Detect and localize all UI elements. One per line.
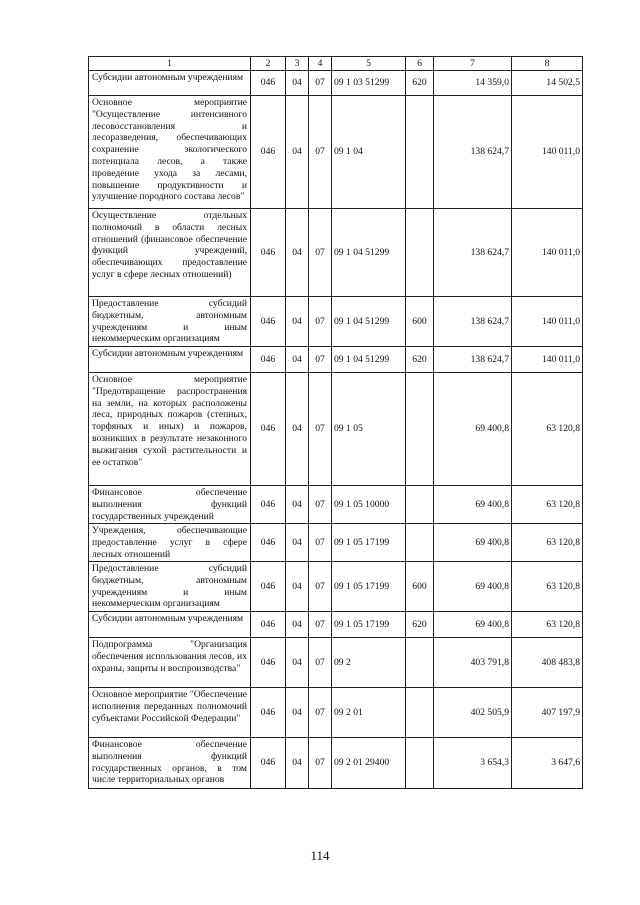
row-target-article: 09 1 04 51299	[332, 297, 406, 347]
table-row	[89, 738, 583, 789]
row-sum-1: 69 400,8	[434, 486, 512, 524]
row-name: Субсидии автономным учреждениям	[89, 71, 251, 96]
table-row	[89, 373, 583, 486]
row-sum-2: 140 011,0	[512, 96, 583, 209]
row-subsection: 07	[309, 638, 332, 688]
row-section: 04	[286, 71, 309, 96]
row-section: 04	[286, 209, 309, 297]
page-number: 114	[310, 848, 330, 863]
row-sum-2: 408 483,8	[512, 638, 583, 688]
row-sum-2: 63 120,8	[512, 524, 583, 562]
row-subsection: 07	[309, 738, 332, 789]
row-name: Финансовое обеспечение выполнения функций государственных органов, в том числе территориальных органов	[89, 738, 251, 789]
row-name: Субсидии автономным учреждениям	[89, 347, 251, 373]
row-target-article: 09 1 04 51299	[332, 209, 406, 297]
table-row	[89, 612, 583, 638]
table-row	[89, 347, 583, 373]
row-section: 04	[286, 612, 309, 638]
row-expense-type	[406, 373, 434, 486]
row-expense-type	[406, 524, 434, 562]
row-subsection: 07	[309, 486, 332, 524]
row-expense-type	[406, 486, 434, 524]
row-section: 04	[286, 373, 309, 486]
row-name: Учреждения, обеспечивающие предоставление услуг в сфере лесных отношений	[89, 524, 251, 562]
table-row	[89, 486, 583, 524]
row-code: 046	[251, 612, 286, 638]
row-code: 046	[251, 71, 286, 96]
row-subsection: 07	[309, 297, 332, 347]
row-sum-2: 63 120,8	[512, 373, 583, 486]
table-row	[89, 209, 583, 297]
row-name: Финансовое обеспечение выполнения функций государственных учреждений	[89, 486, 251, 524]
row-sum-1: 69 400,8	[434, 612, 512, 638]
col-header-3: 3	[286, 57, 309, 71]
row-target-article: 09 2 01	[332, 688, 406, 738]
table-row	[89, 562, 583, 612]
row-target-article: 09 1 05	[332, 373, 406, 486]
row-expense-type: 600	[406, 562, 434, 612]
row-sum-1: 402 505,9	[434, 688, 512, 738]
col-header-6: 6	[406, 57, 434, 71]
row-subsection: 07	[309, 562, 332, 612]
row-section: 04	[286, 688, 309, 738]
row-name: Подпрограмма "Организация обеспечения использования лесов, их охраны, защиты и воспроизводства"	[89, 638, 251, 688]
row-section: 04	[286, 524, 309, 562]
table-row	[89, 638, 583, 688]
row-sum-2: 407 197,9	[512, 688, 583, 738]
row-target-article: 09 1 04	[332, 96, 406, 209]
table-row	[89, 688, 583, 738]
row-target-article: 09 2 01 29400	[332, 738, 406, 789]
row-subsection: 07	[309, 688, 332, 738]
col-header-4: 4	[309, 57, 332, 71]
row-subsection: 07	[309, 524, 332, 562]
row-name: Осуществление отдельных полномочий в области лесных отношений (финансовое обеспечение функций учреждений, обеспечивающих предоставление услуг в сфере лесных отношений)	[89, 209, 251, 297]
row-code: 046	[251, 209, 286, 297]
row-name: Предоставление субсидий бюджетным, автономным учреждениям и иным некоммерческим организациям	[89, 297, 251, 347]
header-row	[89, 57, 583, 71]
row-section: 04	[286, 562, 309, 612]
row-code: 046	[251, 297, 286, 347]
row-expense-type: 620	[406, 347, 434, 373]
row-sum-2: 140 011,0	[512, 209, 583, 297]
row-code: 046	[251, 638, 286, 688]
row-expense-type	[406, 638, 434, 688]
row-section: 04	[286, 486, 309, 524]
row-sum-1: 69 400,8	[434, 562, 512, 612]
row-expense-type: 620	[406, 612, 434, 638]
col-header-8: 8	[512, 57, 583, 71]
row-name: Предоставление субсидий бюджетным, автономным учреждениям и иным некоммерческим организациям	[89, 562, 251, 612]
row-code: 046	[251, 486, 286, 524]
row-sum-1: 403 791,8	[434, 638, 512, 688]
row-sum-2: 63 120,8	[512, 486, 583, 524]
row-code: 046	[251, 688, 286, 738]
row-section: 04	[286, 96, 309, 209]
row-sum-1: 138 624,7	[434, 297, 512, 347]
row-subsection: 07	[309, 71, 332, 96]
col-header-5: 5	[332, 57, 406, 71]
row-subsection: 07	[309, 96, 332, 209]
row-sum-2: 14 502,5	[512, 71, 583, 96]
row-expense-type	[406, 209, 434, 297]
table-header	[89, 57, 583, 71]
row-sum-2: 140 011,0	[512, 297, 583, 347]
table-row	[89, 71, 583, 96]
row-sum-2: 63 120,8	[512, 612, 583, 638]
row-subsection: 07	[309, 209, 332, 297]
col-header-2: 2	[251, 57, 286, 71]
row-name: Субсидии автономным учреждениям	[89, 612, 251, 638]
row-target-article: 09 2	[332, 638, 406, 688]
row-sum-1: 3 654,3	[434, 738, 512, 789]
table-row	[89, 96, 583, 209]
row-name: Основное мероприятие "Предотвращение распространения на земли, на которых расположены леса, природных пожаров (степных, торфяных и иных) и пожаров, возникших в результате незаконного выжигания сухой растительности и ее остатков"	[89, 373, 251, 486]
row-target-article: 09 1 03 51299	[332, 71, 406, 96]
row-sum-2: 63 120,8	[512, 562, 583, 612]
row-target-article: 09 1 05 10000	[332, 486, 406, 524]
col-header-7: 7	[434, 57, 512, 71]
row-code: 046	[251, 96, 286, 209]
row-expense-type: 600	[406, 297, 434, 347]
row-target-article: 09 1 05 17199	[332, 612, 406, 638]
row-target-article: 09 1 05 17199	[332, 524, 406, 562]
col-header-1: 1	[89, 57, 251, 71]
row-code: 046	[251, 524, 286, 562]
row-subsection: 07	[309, 347, 332, 373]
row-sum-1: 69 400,8	[434, 373, 512, 486]
row-section: 04	[286, 638, 309, 688]
row-sum-1: 138 624,7	[434, 96, 512, 209]
row-expense-type: 620	[406, 71, 434, 96]
row-sum-2: 140 011,0	[512, 347, 583, 373]
row-sum-1: 138 624,7	[434, 347, 512, 373]
row-section: 04	[286, 738, 309, 789]
row-expense-type	[406, 688, 434, 738]
row-section: 04	[286, 297, 309, 347]
row-sum-1: 138 624,7	[434, 209, 512, 297]
row-sum-2: 3 647,6	[512, 738, 583, 789]
row-sum-1: 69 400,8	[434, 524, 512, 562]
row-section: 04	[286, 347, 309, 373]
row-code: 046	[251, 738, 286, 789]
row-target-article: 09 1 05 17199	[332, 562, 406, 612]
row-target-article: 09 1 04 51299	[332, 347, 406, 373]
row-subsection: 07	[309, 612, 332, 638]
row-code: 046	[251, 347, 286, 373]
row-code: 046	[251, 373, 286, 486]
row-sum-1: 14 359,0	[434, 71, 512, 96]
row-name: Основное мероприятие "Обеспечение исполнения переданных полномочий субъектами Российской Федерации"	[89, 688, 251, 738]
budget-table	[88, 56, 583, 789]
row-name: Основное мероприятие "Осуществление интенсивного лесовосстановления и лесоразведения, обеспечивающих сохранение экологического потенциала лесов, а также проведение ухода за лесами, повышение продуктивности и улучшение породного состава лесов"	[89, 96, 251, 209]
row-code: 046	[251, 562, 286, 612]
row-expense-type	[406, 738, 434, 789]
table-row	[89, 524, 583, 562]
row-subsection: 07	[309, 373, 332, 486]
table-row	[89, 297, 583, 347]
row-expense-type	[406, 96, 434, 209]
